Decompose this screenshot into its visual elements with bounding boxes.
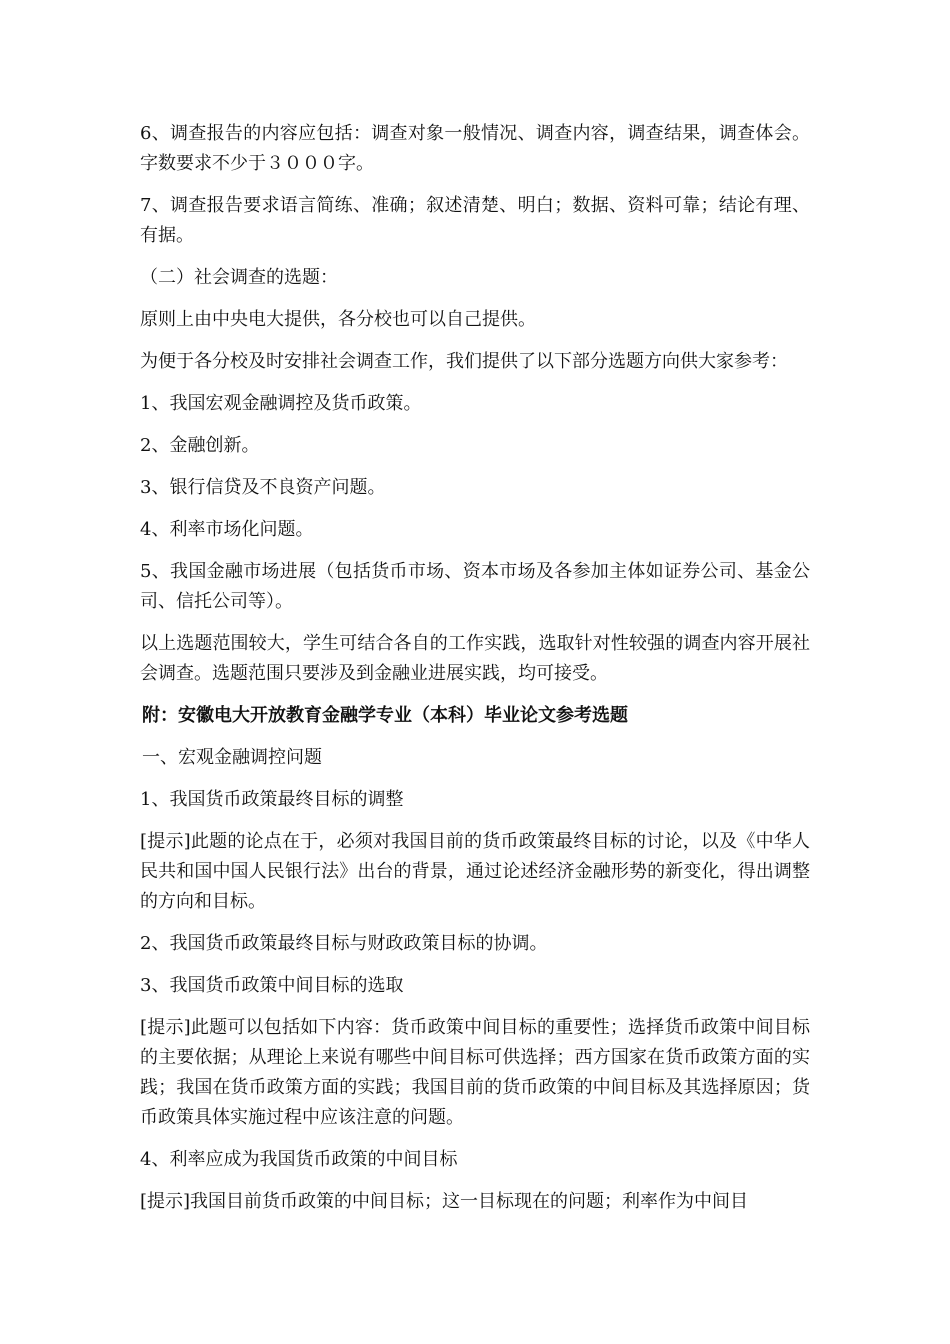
thesis-hint-3: [提示]此题可以包括如下内容：货币政策中间目标的重要性；选择货币政策中间目标的主要依据；从理论上来说有哪些中间目标可供选择；西方国家在货币政策方面的实践；我国在货币政策方面的实践；我国目前的货币政策的中间目标及其选择原因；货币政策具体实施过程中应该注意的问题。 — [140, 1017, 810, 1128]
thesis-topic-4: 4、利率应成为我国货币政策的中间目标 — [140, 1149, 458, 1170]
thesis-topic-3: 3、我国货币政策中间目标的选取 — [140, 975, 404, 996]
list-item-topic-4: 4、利率市场化问题。 — [140, 519, 314, 540]
paragraph-item-7-report-language: 7、调查报告要求语言简练、准确；叙述清楚、明白；数据、资料可靠；结论有理、有据。 — [140, 195, 810, 246]
document-body — [140, 119, 810, 1229]
appendix-title: 附：安徽电大开放教育金融学专业（本科）毕业论文参考选题 — [142, 705, 628, 726]
thesis-hint-4: [提示]我国目前货币政策的中间目标；这一目标现在的问题；利率作为中间目 — [140, 1191, 749, 1212]
paragraph-topic-intro: 为便于各分校及时安排社会调查工作，我们提供了以下部分选题方向供大家参考： — [140, 351, 788, 372]
paragraph-topic-source: 原则上由中央电大提供，各分校也可以自己提供。 — [140, 309, 536, 330]
thesis-hint-1: [提示]此题的论点在于，必须对我国目前的货币政策最终目标的讨论，以及《中华人民共和国中国人民银行法》出台的背景，通过论述经济金融形势的新变化，得出调整的方向和目标。 — [140, 831, 810, 912]
section-heading-macro-finance: 一、宏观金融调控问题 — [142, 747, 322, 768]
list-item-topic-2: 2、金融创新。 — [140, 435, 260, 456]
thesis-topic-2: 2、我国货币政策最终目标与财政政策目标的协调。 — [140, 933, 548, 954]
paragraph-item-6-report-content: 6、调查报告的内容应包括：调查对象一般情况、调查内容，调查结果，调查体会。字数要求不少于３０００字。 — [140, 123, 810, 174]
thesis-topic-1: 1、我国货币政策最终目标的调整 — [140, 789, 404, 810]
paragraph-topic-summary: 以上选题范围较大，学生可结合各自的工作实践，选取针对性较强的调查内容开展社会调查。选题范围只要涉及到金融业进展实践，均可接受。 — [140, 633, 810, 684]
section-heading-topics: （二）社会调查的选题： — [140, 267, 338, 288]
list-item-topic-5: 5、我国金融市场进展（包括货币市场、资本市场及各参加主体如证券公司、基金公司、信托公司等）。 — [140, 561, 810, 612]
list-item-topic-3: 3、银行信贷及不良资产问题。 — [140, 477, 386, 498]
list-item-topic-1: 1、我国宏观金融调控及货币政策。 — [140, 393, 422, 414]
